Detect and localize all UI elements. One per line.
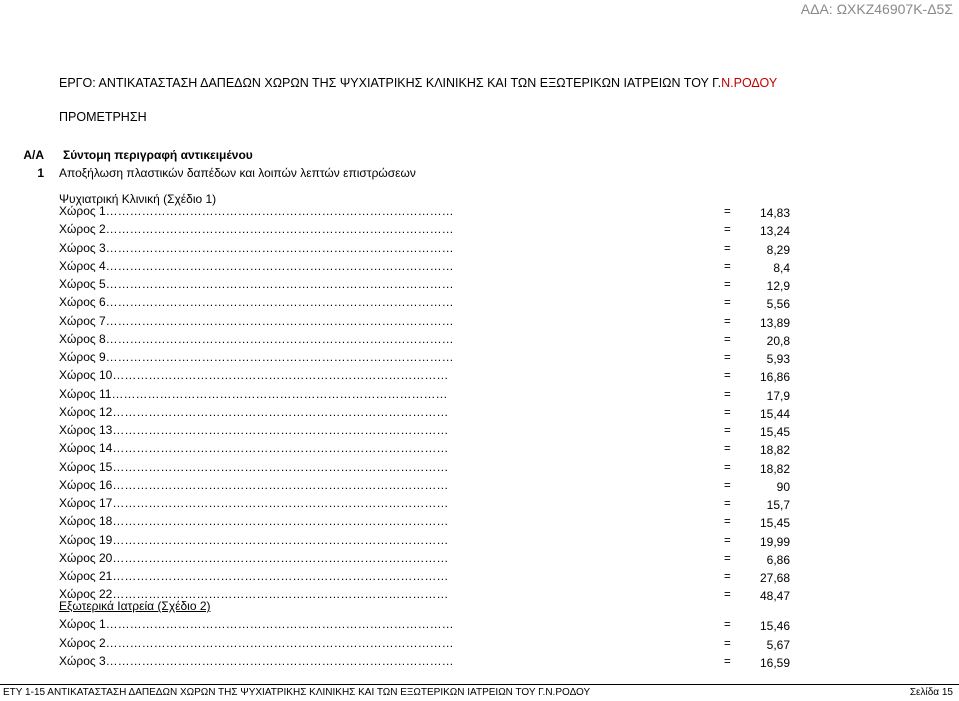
measurement-row [59, 222, 799, 240]
area-value: 12,9 [766, 279, 790, 293]
footer-divider [0, 684, 959, 685]
measurement-row [59, 350, 799, 368]
room-label: Χώρος 7…………………………………………………………………………… [59, 313, 454, 328]
equals-sign: = [724, 619, 731, 631]
item-description: Αποξήλωση πλαστικών δαπέδων και λοιπών λεπτών επιστρώσεων [59, 166, 416, 180]
measurement-row [59, 478, 799, 496]
area-value: 13,24 [759, 224, 790, 239]
room-label: Χώρος 1…………………………………………………………………………… [59, 617, 454, 631]
room-label: Χώρος 15………………………………………………………………………… [59, 459, 449, 474]
title-main: ΕΡΓΟ: ΑΝΤΙΚΑΤΑΣΤΑΣΗ ΔΑΠΕΔΩΝ ΧΩΡΩΝ ΤΗΣ ΨΥΧΙΑΤΡΙΚΗΣ ΚΛΙΝΙΚΗΣ ΚΑΙ ΤΩΝ ΕΞΩΤΕΡΙΚΩΝ ΙΑΤΡΕΙΩΝ ΤΟΥ Γ. [59, 76, 722, 90]
area-value: 17,9 [766, 388, 790, 403]
area-value: 15,45 [759, 425, 790, 439]
column-header-aa: Α/Α [23, 148, 44, 162]
equals-sign: = [724, 224, 731, 237]
room-label: Χώρος 16………………………………………………………………………… [59, 477, 449, 492]
area-value: 8,29 [766, 242, 790, 257]
area-value: 15,44 [759, 406, 790, 421]
document-subtitle: ΠΡΟΜΕΤΡΗΣΗ [59, 110, 147, 124]
area-value: 16,86 [759, 370, 790, 385]
area-value: 6,86 [766, 552, 790, 567]
area-value: 90 [776, 479, 790, 494]
equals-sign: = [724, 242, 731, 255]
equals-sign: = [724, 516, 731, 529]
area-value: 15,46 [759, 619, 790, 633]
equals-sign: = [724, 479, 731, 492]
document-title [59, 76, 777, 90]
room-label: Χώρος 21………………………………………………………………………… [59, 569, 449, 583]
room-label: Χώρος 2…………………………………………………………………………… [59, 222, 454, 237]
area-value: 20,8 [766, 333, 790, 348]
area-value: 19,99 [759, 534, 790, 549]
equals-sign: = [724, 279, 731, 291]
equals-sign: = [724, 589, 731, 602]
equals-sign: = [724, 443, 731, 456]
area-value: 18,82 [759, 443, 790, 458]
equals-sign: = [724, 637, 731, 650]
area-value: 48,47 [759, 589, 790, 604]
equals-sign: = [724, 498, 731, 510]
measurement-row [59, 204, 799, 222]
room-label: Χώρος 8…………………………………………………………………………… [59, 331, 454, 346]
measurement-row [59, 259, 799, 277]
room-label: Χώρος 14………………………………………………………………………… [59, 441, 449, 456]
measurement-row [59, 636, 799, 654]
measurement-row [59, 441, 799, 459]
area-value: 5,56 [766, 297, 790, 312]
area-value: 5,67 [766, 637, 790, 652]
room-label: Χώρος 5…………………………………………………………………………… [59, 277, 454, 291]
item-number: 1 [37, 166, 44, 180]
area-value: 5,93 [766, 352, 790, 366]
room-label: Χώρος 10………………………………………………………………………… [59, 368, 449, 383]
equals-sign: = [724, 333, 731, 346]
measurement-row [59, 332, 799, 350]
measurement-row [59, 423, 799, 441]
equals-sign: = [724, 656, 731, 668]
measurement-row [59, 295, 799, 313]
measurement-row [59, 551, 799, 569]
area-value: 15,45 [759, 516, 790, 531]
room-label: Χώρος 19………………………………………………………………………… [59, 532, 449, 547]
equals-sign: = [724, 206, 731, 218]
area-value: 13,89 [759, 315, 790, 330]
room-label: Χώρος 1…………………………………………………………………………… [59, 204, 454, 218]
equals-sign: = [724, 552, 731, 565]
equals-sign: = [724, 425, 731, 437]
measurement-row [59, 514, 799, 532]
title-tail: Ν.ΡΟΔΟΥ [721, 76, 778, 90]
room-label: Χώρος 18………………………………………………………………………… [59, 514, 449, 529]
equals-sign: = [724, 571, 731, 583]
area-value: 14,83 [759, 206, 790, 220]
room-label: Χώρος 20………………………………………………………………………… [59, 550, 449, 565]
equals-sign: = [724, 352, 731, 364]
area-value: 16,59 [759, 656, 790, 670]
measurement-row [59, 368, 799, 386]
page-number: Σελίδα 15 [909, 687, 953, 698]
section-title-outpatient: Εξωτερικά Ιατρεία (Σχέδιο 2) [59, 599, 211, 613]
room-label: Χώρος 11………………………………………………………………………… [59, 386, 448, 401]
room-label: Χώρος 13………………………………………………………………………… [59, 423, 449, 437]
measurement-row [59, 533, 799, 551]
room-label: Χώρος 22………………………………………………………………………… [59, 587, 449, 602]
measurement-row [59, 569, 799, 587]
room-label: Χώρος 9…………………………………………………………………………… [59, 350, 454, 364]
room-label: Χώρος 3…………………………………………………………………………… [59, 240, 454, 255]
area-value: 27,68 [759, 571, 790, 585]
equals-sign: = [724, 461, 731, 474]
equals-sign: = [724, 406, 731, 419]
equals-sign: = [724, 370, 731, 383]
measurement-row [59, 405, 799, 423]
section-title-clinic: Ψυχιατρική Κλινική (Σχέδιο 1) [59, 192, 217, 206]
measurement-row [59, 387, 799, 405]
footer-text: ΕΤΥ 1-15 ΑΝΤΙΚΑΤΑΣΤΑΣΗ ΔΑΠΕΔΩΝ ΧΩΡΩΝ ΤΗΣ ΨΥΧΙΑΤΡΙΚΗΣ ΚΛΙΝΙΚΗΣ ΚΑΙ ΤΩΝ ΕΞΩΤΕΡΙΚΩΝ ΙΑΤΡΕΙΩΝ ΤΟΥ Γ.Ν.ΡΟΔΟΥ [3, 687, 591, 698]
measurement-row [59, 241, 799, 259]
measurement-row [59, 654, 799, 672]
measurement-row [59, 496, 799, 514]
equals-sign: = [724, 534, 731, 547]
area-value: 15,7 [766, 498, 790, 512]
area-value: 18,82 [759, 461, 790, 476]
room-label: Χώρος 2…………………………………………………………………………… [59, 635, 454, 650]
room-label: Χώρος 6…………………………………………………………………………… [59, 295, 454, 310]
room-label: Χώρος 12………………………………………………………………………… [59, 404, 449, 419]
ada-code: ΑΔΑ: ΩΧΚΖ46907Κ-Δ5Σ [800, 1, 953, 17]
equals-sign: = [724, 260, 731, 273]
room-label: Χώρος 17………………………………………………………………………… [59, 496, 449, 510]
measurement-row [59, 617, 799, 635]
measurement-row [59, 314, 799, 332]
measurement-row [59, 460, 799, 478]
measurement-row [59, 277, 799, 295]
equals-sign: = [724, 388, 731, 401]
equals-sign: = [724, 315, 731, 328]
room-label: Χώρος 3…………………………………………………………………………… [59, 654, 454, 668]
equals-sign: = [724, 297, 731, 310]
area-value: 8,4 [773, 260, 790, 275]
room-label: Χώρος 4…………………………………………………………………………… [59, 258, 454, 273]
column-header-description: Σύντομη περιγραφή αντικειμένου [63, 148, 253, 162]
